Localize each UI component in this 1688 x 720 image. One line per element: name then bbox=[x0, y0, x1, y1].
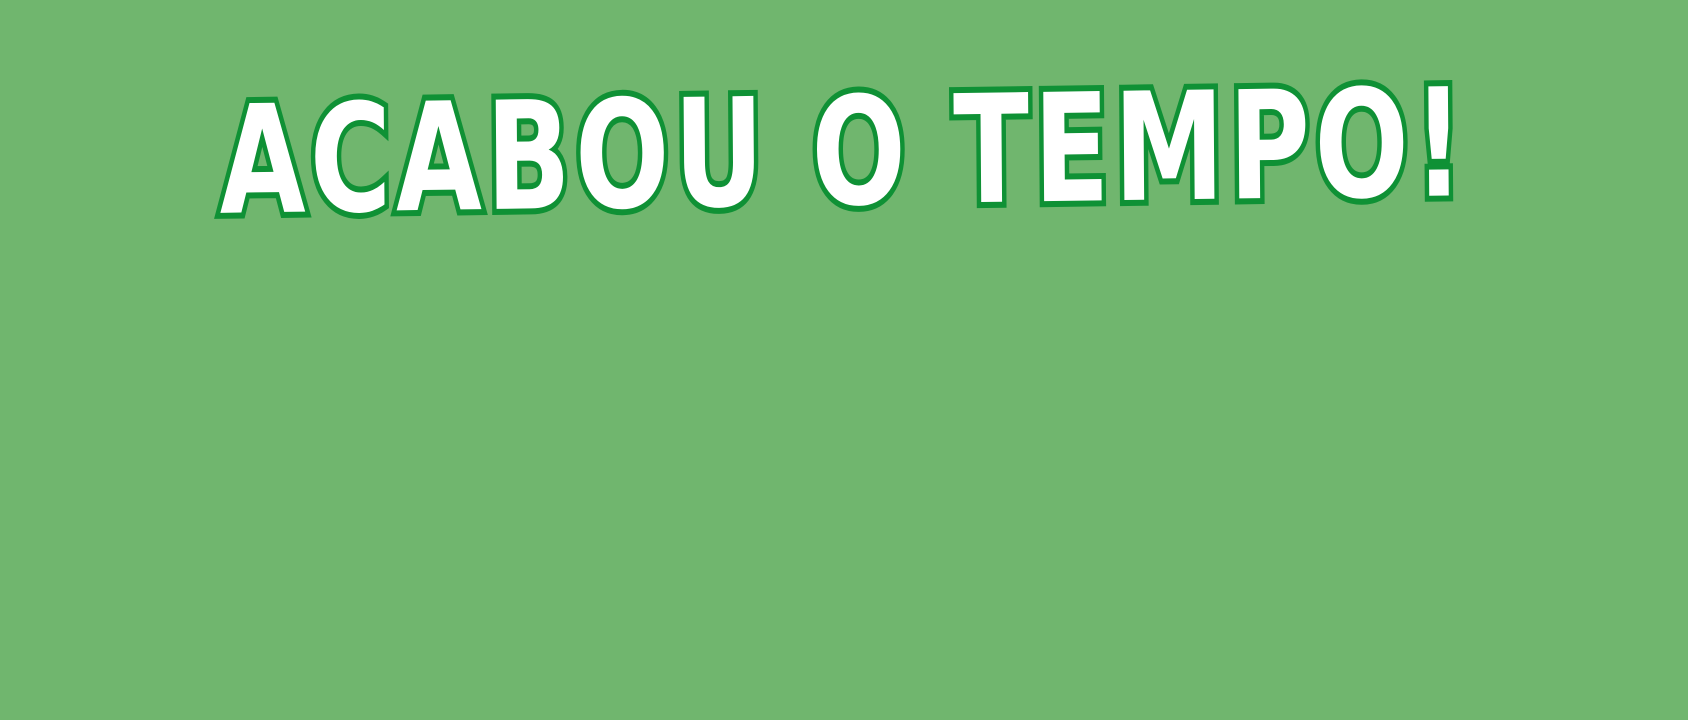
time-up-title: ACABOU O TEMPO! bbox=[218, 57, 1470, 249]
title-container bbox=[0, 57, 1470, 258]
